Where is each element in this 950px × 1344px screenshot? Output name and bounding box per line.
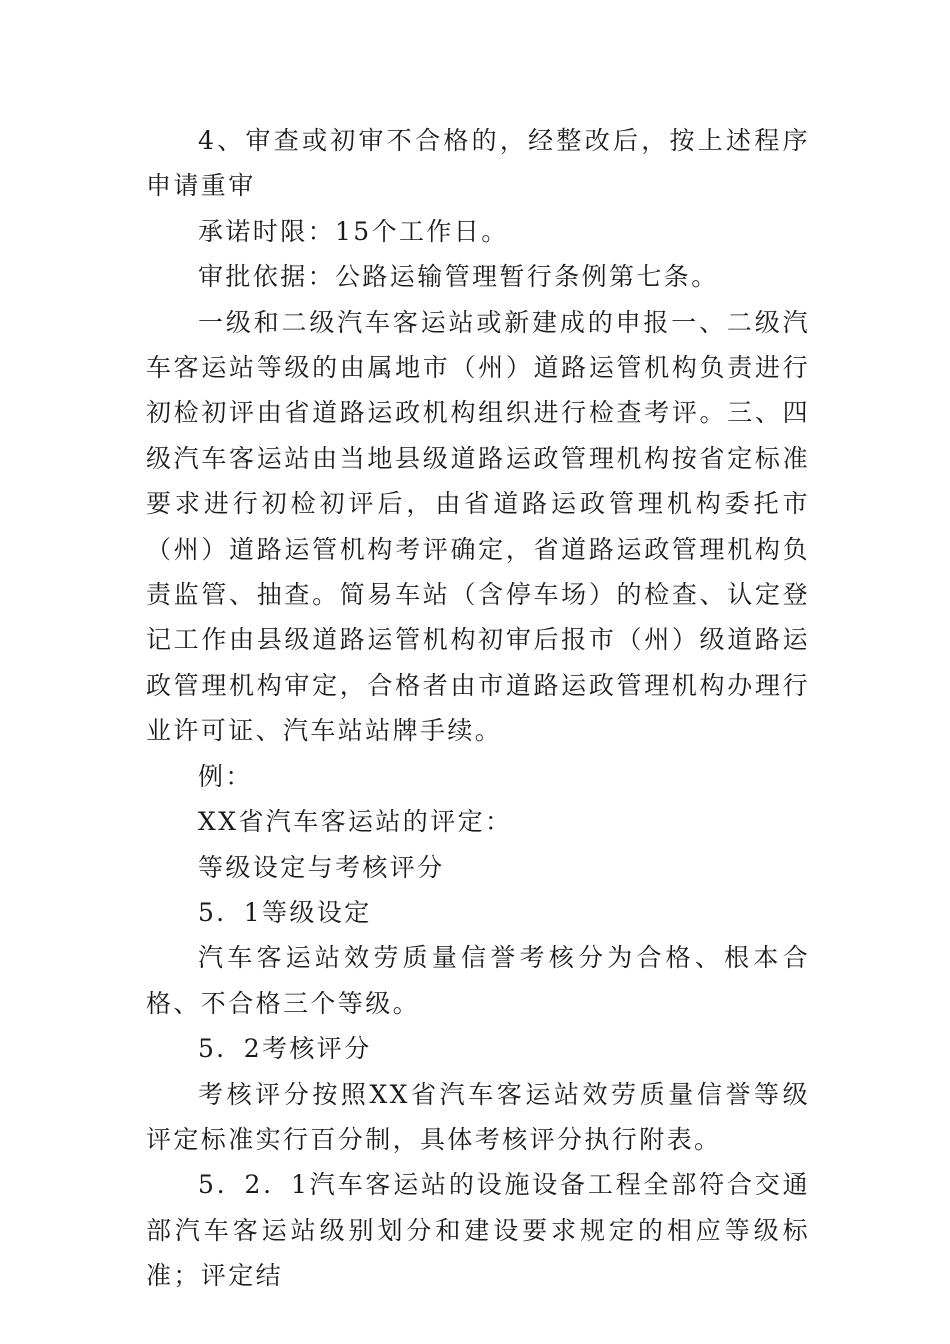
section-heading-grading: 等级设定与考核评分 [198,852,445,882]
paragraph-time-limit: 承诺时限：15个工作日。 [198,216,509,246]
section-heading-5-1: 5．1等级设定 [198,897,372,927]
paragraph-grade-levels: 汽车客运站效劳质量信誉考核分为合格、根本合格、不合格三个等级。 [146,943,810,1018]
paragraph-station-grading-procedure: 一级和二级汽车客运站或新建成的申报一、二级汽车客运站等级的由属地市（州）道路运管机构负责进行初检初评由省道路运政机构组织进行检查考评。三、四级汽车客运站由当地县级道路运政管理机构按省定标准要求进行初检初评后，由省道路运政管理机构委托市（州）道路运管机构考评确定，省道路运政管理机构负责监管、抽查。简易车站（含停车场）的检查、认定登记工作由县级道路运管机构初审后报市（州）级道路运政管理机构审定，合格者由市道路运政管理机构办理行业许可证、汽车站站牌手续。 [146,307,810,746]
paragraph-example-label: 例： [198,761,253,791]
paragraph-approval-basis: 审批依据：公路运输管理暂行条例第七条。 [198,262,719,292]
section-heading-5-2: 5．2考核评分 [198,1034,372,1064]
document-page [146,118,810,1299]
paragraph-example-title: XX省汽车客运站的评定： [198,807,513,837]
paragraph-resubmission: 4、审查或初审不合格的，经整改后，按上述程序申请重审 [146,126,810,201]
paragraph-5-2-1: 5．2．1汽车客运站的设施设备工程全部符合交通部汽车客运站级别划分和建设要求规定的相应等级标准；评定结 [146,1170,810,1291]
paragraph-scoring-method: 考核评分按照XX省汽车客运站效劳质量信誉等级评定标准实行百分制，具体考核评分执行附表。 [146,1079,810,1154]
